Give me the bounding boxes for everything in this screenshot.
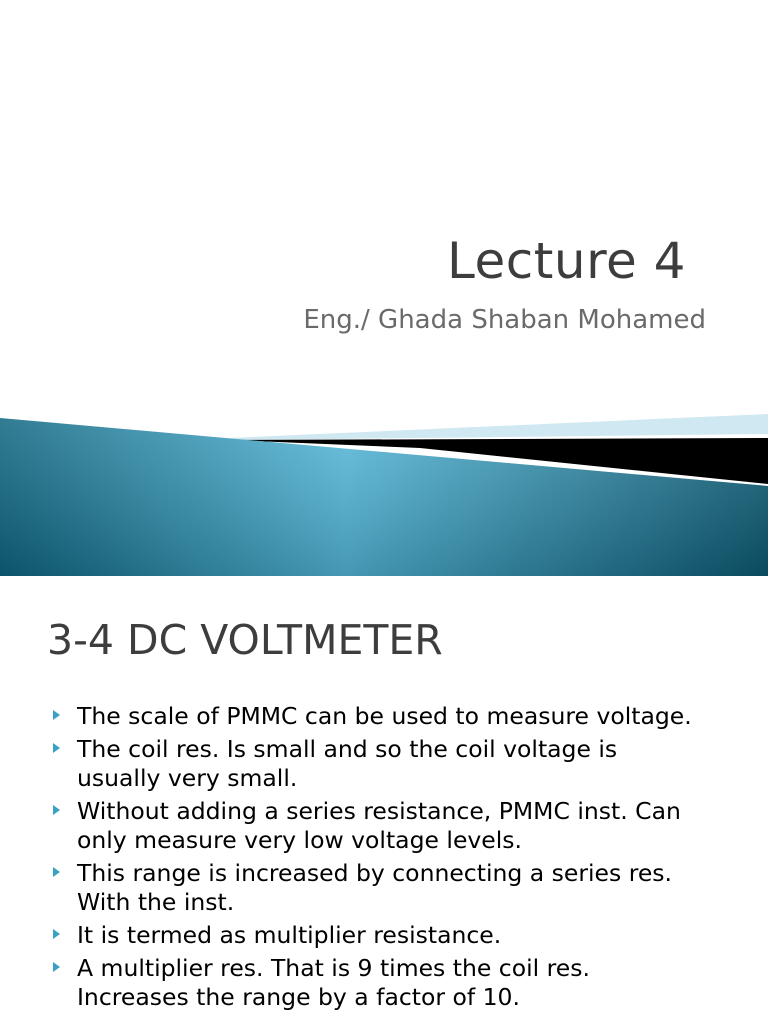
triangle-bullet-icon bbox=[53, 867, 60, 877]
banner-light-stripe bbox=[230, 414, 768, 440]
triangle-bullet-icon bbox=[53, 962, 60, 972]
bullet-item bbox=[0, 954, 768, 1012]
section-heading: 3-4 DC VOLTMETER bbox=[47, 616, 443, 664]
bullet-text: A multiplier res. That is 9 times the coil res. Increases the range by a factor of 10. bbox=[77, 954, 590, 1011]
decorative-banner bbox=[0, 410, 768, 576]
triangle-bullet-icon bbox=[53, 805, 60, 815]
bullet-item bbox=[0, 702, 768, 731]
bullet-text: It is termed as multiplier resistance. bbox=[77, 921, 502, 949]
bullet-text: The coil res. Is small and so the coil voltage is usually very small. bbox=[77, 735, 618, 792]
bullet-text: This range is increased by connecting a series res. With the inst. bbox=[77, 859, 673, 916]
triangle-bullet-icon bbox=[53, 710, 60, 720]
bullet-item bbox=[0, 797, 768, 855]
bullet-item bbox=[0, 859, 768, 917]
bullet-text: The scale of PMMC can be used to measure voltage. bbox=[77, 702, 692, 730]
bullet-list bbox=[0, 702, 768, 1016]
content-slide bbox=[0, 576, 768, 1024]
triangle-bullet-icon bbox=[53, 929, 60, 939]
slide-title: Lecture 4 bbox=[447, 232, 686, 290]
bullet-item bbox=[0, 735, 768, 793]
slide-subtitle: Eng./ Ghada Shaban Mohamed bbox=[303, 305, 706, 335]
bullet-item bbox=[0, 921, 768, 950]
bullet-text: Without adding a series resistance, PMMC inst. Can only measure very low voltage levels. bbox=[77, 797, 681, 854]
triangle-bullet-icon bbox=[53, 743, 60, 753]
